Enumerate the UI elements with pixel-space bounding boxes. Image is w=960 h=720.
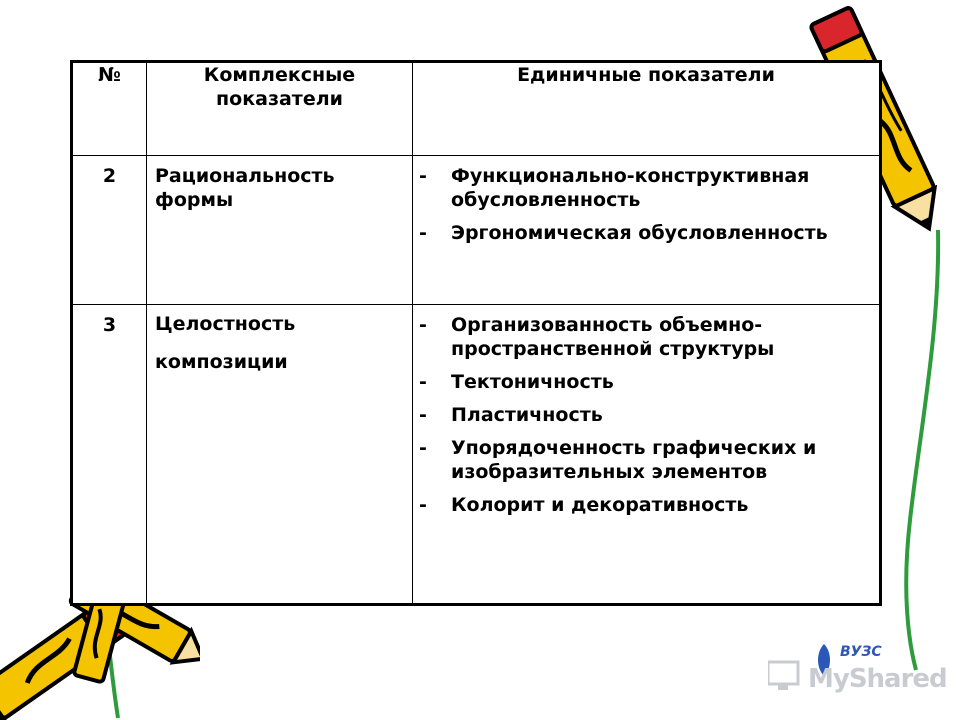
row-number <box>72 156 147 305</box>
header-unit-indicators <box>413 62 881 156</box>
list-item: - Упорядоченность графических и изобразительных элементов <box>419 437 817 483</box>
header-complex-line1: Комплексные <box>203 64 356 86</box>
row-complex-line1: Рациональность <box>155 165 335 187</box>
watermark-text: MyShared <box>808 664 947 694</box>
row-complex-line2: формы <box>155 189 234 211</box>
row-number-text: 3 <box>102 314 117 336</box>
header-number <box>72 62 147 156</box>
header-complex-line2: показатели <box>216 88 343 110</box>
unit-indicator-list <box>419 164 875 245</box>
watermark-logo-text: ВУЗС <box>840 644 882 660</box>
row-complex-line1: Целостность <box>155 313 296 335</box>
list-item: - Эргономическая обусловленность <box>419 222 828 244</box>
table-header-row <box>72 62 881 156</box>
row-complex-indicator <box>147 305 413 605</box>
table-row <box>72 156 881 305</box>
row-number <box>72 305 147 605</box>
list-item: - Организованность объемно-пространственной структуры <box>419 314 775 360</box>
list-item: - Тектоничность <box>419 371 614 393</box>
header-unit-text: Единичные показатели <box>517 64 775 86</box>
table-row <box>72 305 881 605</box>
list-item: - Колорит и декоративность <box>419 494 749 516</box>
row-unit-indicators <box>413 305 881 605</box>
header-complex-indicators <box>147 62 413 156</box>
list-item: - Пластичность <box>419 404 603 426</box>
unit-indicator-list <box>419 313 875 517</box>
indicators-table <box>70 60 882 606</box>
row-number-text: 2 <box>102 165 117 187</box>
row-complex-line2: композиции <box>155 351 288 373</box>
row-complex-indicator <box>147 156 413 305</box>
row-unit-indicators <box>413 156 881 305</box>
header-number-text: № <box>98 64 121 86</box>
indicators-table-container <box>70 60 882 588</box>
list-item: - Функционально-конструктивная обусловленность <box>419 165 810 211</box>
